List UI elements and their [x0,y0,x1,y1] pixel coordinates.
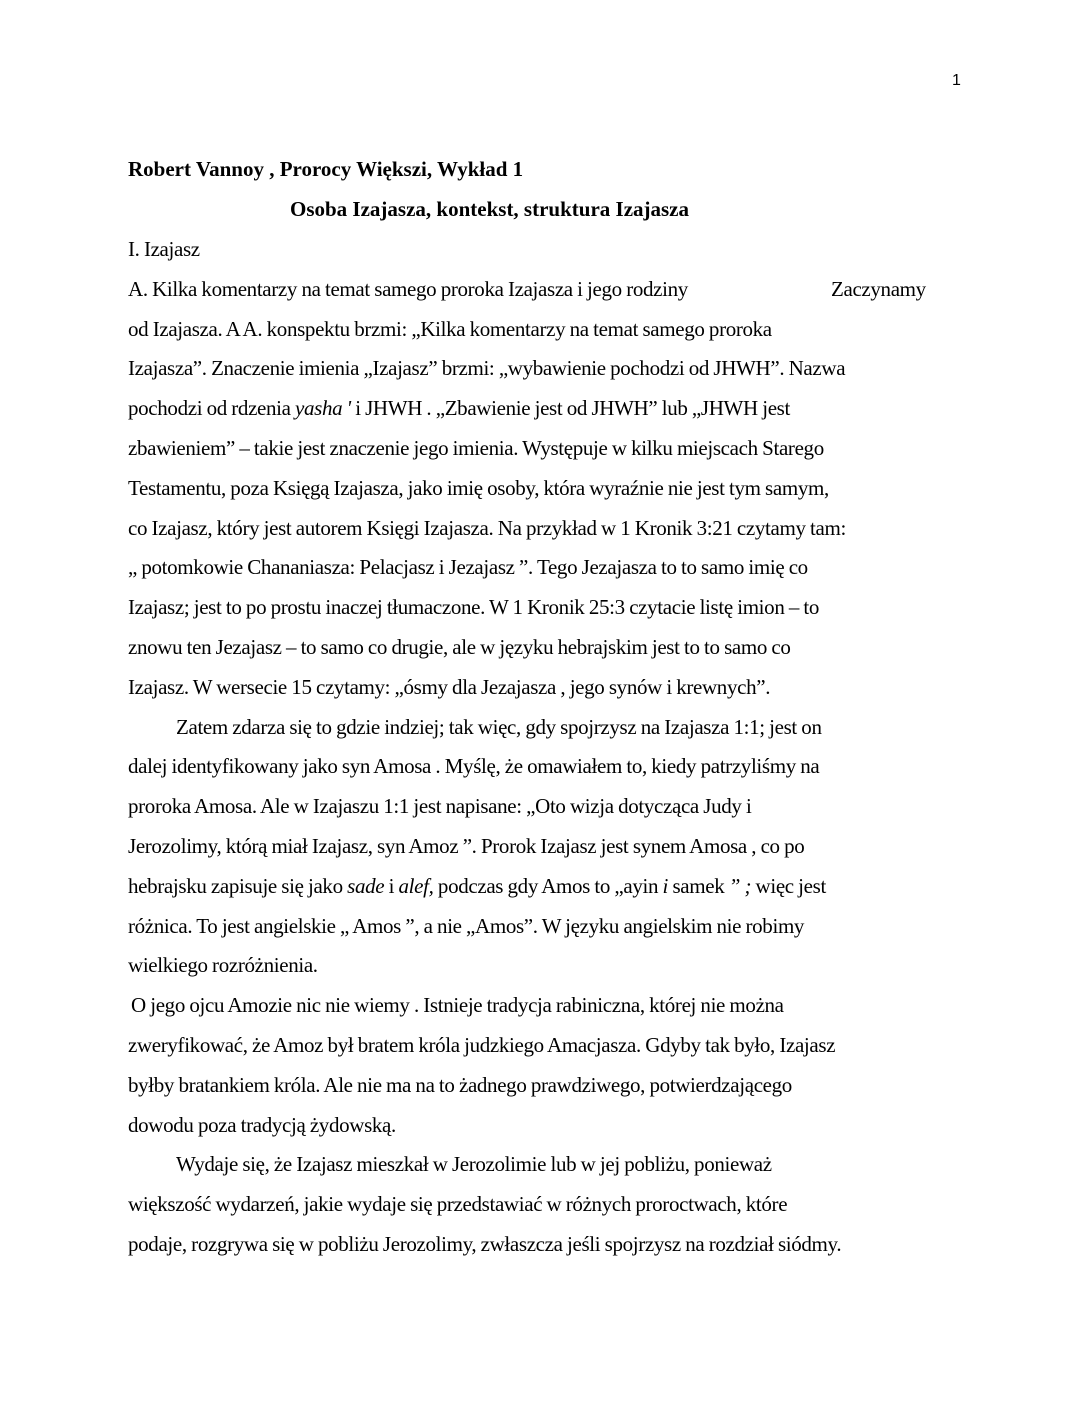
text-line [128,595,819,620]
text-line [128,1033,835,1058]
text-segment: i [384,873,399,898]
text-segment: od Izajasza. A A. konspektu brzmi: „Kilka komentarzy na temat samego proroka [128,316,772,341]
text-line [128,754,819,779]
text-segment: Izajasza”. Znaczenie imienia „Izajasz” brzmi: „wybawienie pochodzi od JHWH”. Nazwa [128,356,846,381]
text-line [128,1073,792,1098]
text-line [128,237,200,262]
text-segment: wielkiego rozróżnienia. [128,953,318,978]
text-line [131,993,784,1018]
text-line [176,715,822,740]
text-segment: I. Izajasz [128,237,200,261]
italic-text: sade [347,873,385,898]
text-line [128,635,791,660]
text-line [128,914,804,939]
text-segment: co Izajasz, który jest autorem Księgi Izajasza. Na przykład w 1 Kronik 3:21 czytamy tam: [128,515,846,540]
text-segment: podaje, rozgrywa się w pobliżu Jerozolimy, zwłaszcza jeśli spojrzysz na rozdział siódmy. [128,1232,842,1256]
text-segment: zweryfikować, że Amoz był bratem króla judzkiego Amacjasza. Gdyby tak było, Izajasz [128,1033,836,1057]
text-line [128,953,318,978]
text-line [128,794,751,819]
text-segment: Zaczynamy [831,276,926,301]
text-line [128,834,804,859]
italic-text: i [662,873,669,898]
text-segment: A. Kilka komentarzy na temat samego proroka Izajasza i jego rodziny [128,276,688,301]
text-line [128,317,772,342]
text-line [128,476,829,501]
text-line [128,1192,787,1217]
text-line [128,436,824,461]
document-title: Robert Vannoy , Prorocy Większi, Wykład 1 [128,157,524,181]
text-segment: większość wydarzeń, jakie wydaje się przedstawiać w różnych proroctwach, które [128,1192,788,1217]
text-line [128,276,926,302]
text-segment: dowodu poza tradycją żydowską. [128,1112,396,1137]
text-segment: różnica. To jest angielskie „ Amos ”, a nie „Amos”. W języku angielskim nie robimy [128,913,805,938]
text-line [128,555,808,580]
text-line [176,1152,772,1177]
text-segment: i JHWH . „Zbawienie jest od JHWH” lub „JHWH jest [350,396,790,421]
text-segment: zbawieniem” – takie jest znaczenie jego imienia. Występuje w kilku miejscach Starego [128,436,824,460]
text-line [128,874,826,899]
text-segment: znowu ten Jezajasz – to samo co drugie, ale w języku hebrajskim jest to to samo co [128,635,791,659]
text-segment: Izajasz. W wersecie 15 czytamy: „ósmy dla Jezajasza , jego synów i krewnych”. [128,674,771,699]
text-segment: Jerozolimy, którą miał Izajasz, syn Amoz ”. Prorok Izajasz jest synem Amosa , co po [128,834,805,858]
text-segment: Wydaje się, że Izajasz mieszkał w Jerozolimie lub w jej pobliżu, ponieważ [176,1152,772,1177]
italic-text: ” ; [728,873,752,898]
italic-text: alef, [398,873,434,898]
text-segment: proroka Amosa. Ale w Izajaszu 1:1 jest napisane: „Oto wizja dotycząca Judy i [128,794,752,819]
text-line [128,516,846,541]
text-segment: więc jest [751,873,826,898]
italic-text: yasha ' [295,396,351,421]
text-segment: hebrajsku zapisuje się jako [128,873,348,898]
text-segment: O jego ojcu Amozie nic nie wiemy . Istnieje tradycja rabiniczna, której nie można [131,993,784,1018]
text-line [128,1232,841,1257]
text-segment: Zatem zdarza się to gdzie indziej; tak więc, gdy spojrzysz na Izajasza 1:1; jest on [176,714,822,739]
text-segment: byłby bratankiem króla. Ale nie ma na to żadnego prawdziwego, potwierdzającego [128,1072,792,1097]
text-segment: samek [668,873,729,898]
text-segment: pochodzi od rdzenia [128,396,296,421]
text-segment: podczas gdy Amos to „ayin [433,873,663,898]
text-segment: Izajasz; jest to po prostu inaczej tłumaczone. W 1 Kronik 25:3 czytacie listę imion – to [128,595,820,620]
text-line [128,396,790,421]
text-line [128,1113,396,1138]
text-line [128,356,845,381]
page-number: 1 [952,72,961,89]
document-subtitle: Osoba Izajasza, kontekst, struktura Izajasza [290,197,689,221]
text-segment: „ potomkowie Chananiasza: Pelacjasz i Jezajasz ”. Tego Jezajasza to to samo imię co [128,555,808,580]
text-line [128,675,770,700]
text-segment: Testamentu, poza Księgą Izajasza, jako imię osoby, która wyraźnie nie jest tym samym, [128,475,829,500]
text-segment: dalej identyfikowany jako syn Amosa . Myślę, że omawiałem to, kiedy patrzyliśmy na [128,754,820,779]
